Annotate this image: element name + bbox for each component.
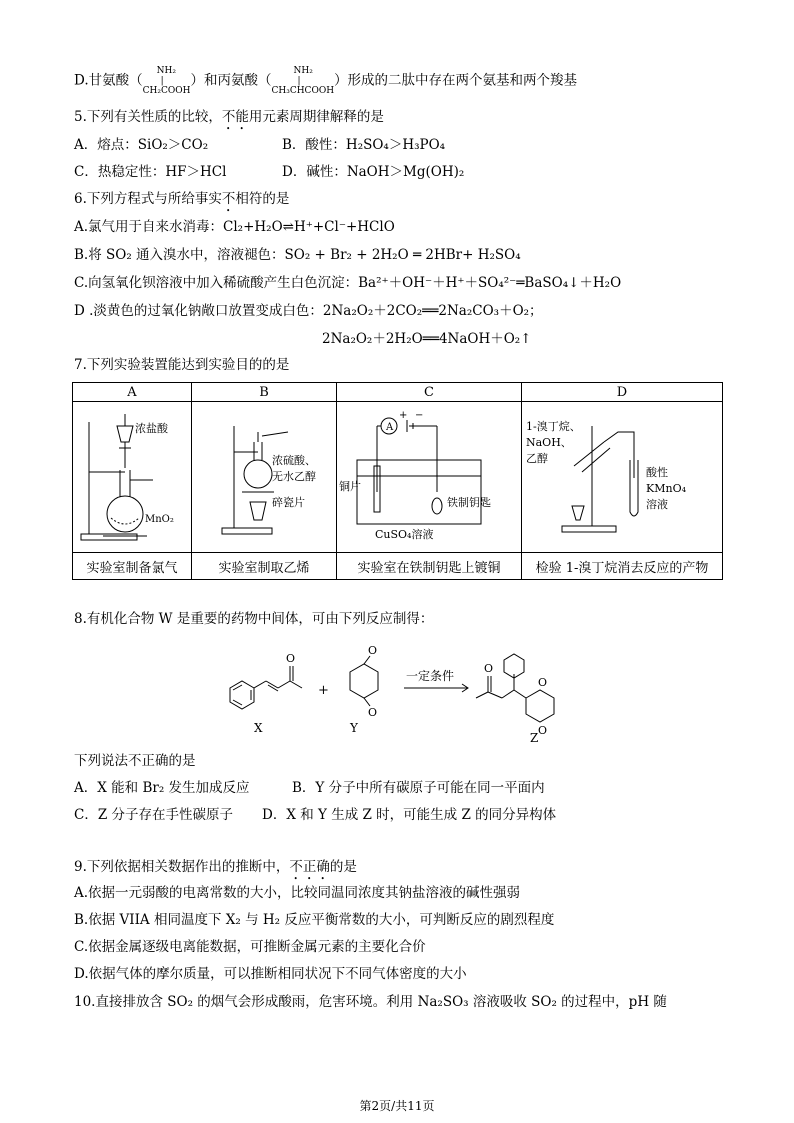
q7-caption-d: 检验 1-溴丁烷消去反应的产物 [522,553,723,580]
label-minus: − [415,410,424,421]
q9-option-b: B.依据 VIIA 相同温度下 X₂ 与 H₂ 反应平衡常数的大小，可判断反应的剧烈程度 [74,912,555,928]
z-oxygen-bottom: O [538,724,548,737]
q8-option-c: C．Z 分子存在手性碳原子 [74,807,234,823]
q8-option-d: D．X 和 Y 生成 Z 时，可能生成 Z 的同分异构体 [262,807,557,823]
q6-emphasis: 不 [221,191,236,207]
label-d-r2: KMnO₄ [646,482,686,495]
q5-stem-a: 5.下列有关性质的比较， [74,109,222,125]
q5-option-c: C．热稳定性：HF＞HCl [74,164,227,180]
q7-header-b: B [192,383,337,402]
label-d-r1: 酸性 [646,466,668,479]
electroplating-diagram [337,402,521,548]
label-mno2: MnO₂ [145,514,174,525]
q7-apparatus-table [72,382,723,580]
page-footer: 第2页/共11页 [359,1099,435,1113]
q5-emphasis: 不能 [221,109,249,125]
q7-header-a: A [73,383,192,402]
q6-option-c: C.向氢氧化钡溶液中加入稀硫酸产生白色沉淀：Ba²⁺＋OH⁻＋H⁺＋SO₄²⁻═BaSO₄↓＋H₂O [74,275,622,291]
apparatus-b [192,402,337,553]
q9-option-d: D.依据气体的摩尔质量，可以推断相同状况下不同气体密度的大小 [74,966,467,982]
glycine-chain: CH₂COOH [142,86,191,96]
q7-header-d: D [522,383,723,402]
plus-sign: + [318,683,329,698]
q7-caption-c: 实验室在铁制钥匙上镀铜 [337,553,522,580]
label-d-line3: 乙醇 [526,452,548,465]
q8-option-b: B．Y 分子中所有碳原子可能在同一平面内 [292,780,545,796]
q6-option-d: D .淡黄色的过氧化钠敞口放置变成白色：2Na₂O₂＋2CO₂══2Na₂CO₃＋O₂； [74,303,543,319]
q9-stem-b: 的是 [329,859,357,875]
label-conc-hcl: 浓盐酸 [135,422,168,435]
q9-stem-a: 9.下列依据相关数据作出的推断中， [74,859,290,875]
q8-option-a: A．X 能和 Br₂ 发生加成反应 [74,780,250,796]
q7-stem: 7.下列实验装置能达到实验目的的是 [74,357,290,373]
q5-stem-b: 用元素周期律解释的是 [248,109,384,125]
glycine-structure [143,66,191,96]
label-copper: 铜片 [339,480,361,493]
label-ammeter: A [386,422,394,433]
z-oxygen-ketone: O [484,662,494,675]
label-b-line3: 碎瓷片 [272,496,305,509]
ethylene-diagram [192,402,336,548]
q7-header-c: C [337,383,522,402]
label-d-line2: NaOH、 [526,436,572,449]
label-b-line1: 浓硫酸、 [272,454,316,467]
label-iron-key: 铁制钥匙 [447,496,491,509]
label-cuso4: CuSO₄溶液 [375,528,434,541]
chlorine-generator-diagram [73,402,191,548]
label-y: Y [350,721,358,735]
label-z: Z [530,731,539,744]
x-oxygen: O [286,652,296,665]
z-oxygen-top: O [538,676,548,689]
reaction-condition: 一定条件 [406,669,455,683]
q9-option-a: A.依据一元弱酸的电离常数的大小，比较同温同浓度其钠盐溶液的碱性强弱 [74,885,521,901]
label-d-line1: 1-溴丁烷、 [526,420,581,433]
y-oxygen-bottom: O [368,706,378,719]
q6-option-a: A.氯气用于自来水消毒：Cl₂+H₂O⇌H⁺+Cl⁻+HClO [74,219,395,235]
q5-option-a: A．熔点：SiO₂＞CO₂ [74,137,209,153]
q6-option-b: B.将 SO₂ 通入溴水中，溶液褪色：SO₂ + Br₂ + 2H₂O ═ 2HBr+ H₂SO₄ [74,247,521,263]
q4-d-text-a: D.甘氨酸（ [74,72,143,89]
q6-stem-b: 相符的是 [235,191,290,207]
apparatus-a [73,402,192,553]
q5-option-d: D．碱性：NaOH＞Mg(OH)₂ [282,164,465,180]
q6-stem-a: 6.下列方程式与所给事实 [74,191,222,207]
q8-reaction-scheme [220,640,590,744]
q5-stem [74,108,384,133]
q9-stem [74,858,357,883]
alanine-chain: CH₃CHCOOH [271,86,335,96]
glycine-bond: | [160,76,164,86]
q10-stem: 10.直接排放含 SO₂ 的烟气会形成酸雨，危害环境。利用 Na₂SO₃ 溶液吸收 SO₂ 的过程中，pH 随 [74,994,667,1010]
q4-d-text-b: ）和丙氨酸（ [190,72,272,89]
glycine-nh2: NH₂ [156,66,176,76]
q9-emphasis: 不正确 [289,859,330,875]
q7-caption-b: 实验室制取乙烯 [192,553,337,580]
label-plus: + [399,410,408,421]
label-b-line2: 无水乙醇 [272,470,316,483]
q5-option-b: B．酸性：H₂SO₄＞H₃PO₄ [282,137,446,153]
alanine-nh2: NH₂ [293,66,313,76]
q4-option-d [74,66,577,96]
q9-option-c: C.依据金属逐级电离能数据，可推断金属元素的主要化合价 [74,939,426,955]
q6-stem [74,190,289,215]
q6-option-d-line2: 2Na₂O₂＋2H₂O══4NaOH＋O₂↑ [322,331,532,347]
q4-d-text-c: ）形成的二肽中存在两个氨基和两个羧基 [334,72,578,89]
alanine-bond: | [297,76,301,86]
q8-substem: 下列说法不正确的是 [74,753,196,769]
q8-stem: 8.有机化合物 W 是重要的药物中间体，可由下列反应制得： [74,611,434,627]
alanine-structure [271,66,334,96]
elimination-test-diagram [522,402,722,548]
label-d-r3: 溶液 [646,498,668,511]
apparatus-c [337,402,522,553]
q7-caption-a: 实验室制备氯气 [73,553,192,580]
y-oxygen-top: O [368,644,378,657]
label-x: X [254,721,263,735]
apparatus-d [522,402,723,553]
